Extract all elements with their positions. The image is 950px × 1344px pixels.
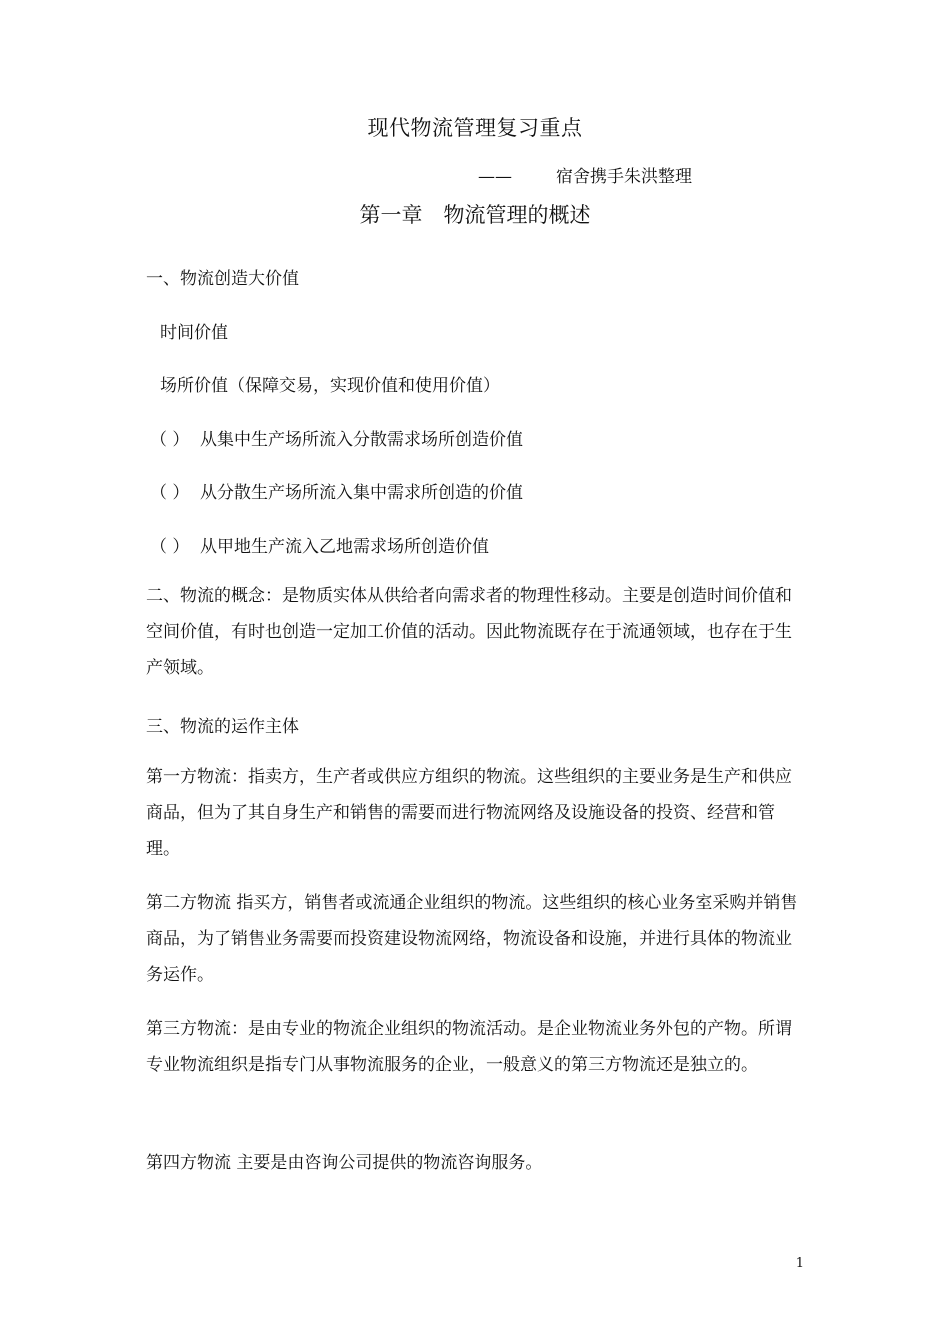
section3-heading: 三、物流的运作主体 [146,717,299,737]
value-item-1-text: 从集中生产场所流入分散需求场所创造价值 [200,430,523,450]
value-item-1 [150,425,523,450]
time-value-line: 时间价值 [160,323,228,343]
value-item-2-text: 从分散生产场所流入集中需求所创造的价值 [200,483,523,503]
value-item-1-paren: （ ） [150,430,190,450]
section2-paragraph: 二、物流的概念：是物质实体从供给者向需求者的物理性移动。主要是创造时间价值和空间价值，有时也创造一定加工价值的活动。因此物流既存在于流通领域，也存在于生产领域。 [146,586,792,678]
value-item-3-text: 从甲地生产流入乙地需求场所创造价值 [200,537,489,557]
value-item-2 [150,478,523,503]
chapter-heading: 第一章 物流管理的概述 [359,203,591,227]
page-number: 1 [795,1256,804,1271]
value-item-3-paren: （ ） [150,537,190,557]
document-subtitle [478,162,692,187]
value-item-3 [150,532,489,557]
value-item-2-paren: （ ） [150,483,190,503]
document-title: 现代物流管理复习重点 [367,116,583,140]
place-value-line: 场所价值（保障交易，实现价值和使用价值） [160,376,500,396]
first-party-paragraph: 第一方物流：指卖方，生产者或供应方组织的物流。这些组织的主要业务是生产和供应商品，但为了其自身生产和销售的需要而进行物流网络及设施设备的投资、经营和管理。 [146,767,792,859]
fourth-party-paragraph: 第四方物流 主要是由咨询公司提供的物流咨询服务。 [146,1153,543,1173]
section1-heading: 一、物流创造大价值 [146,269,299,289]
subtitle-author: 宿舍携手朱洪整理 [556,167,692,187]
subtitle-dash: —— [478,167,512,187]
third-party-paragraph: 第三方物流：是由专业的物流企业组织的物流活动。是企业物流业务外包的产物。所谓专业物流组织是指专门从事物流服务的企业，一般意义的第三方物流还是独立的。 [146,1019,792,1075]
second-party-paragraph: 第二方物流 指买方，销售者或流通企业组织的物流。这些组织的核心业务室采购并销售商品，为了销售业务需要而投资建设物流网络，物流设备和设施，并进行具体的物流业务运作。 [146,893,798,985]
